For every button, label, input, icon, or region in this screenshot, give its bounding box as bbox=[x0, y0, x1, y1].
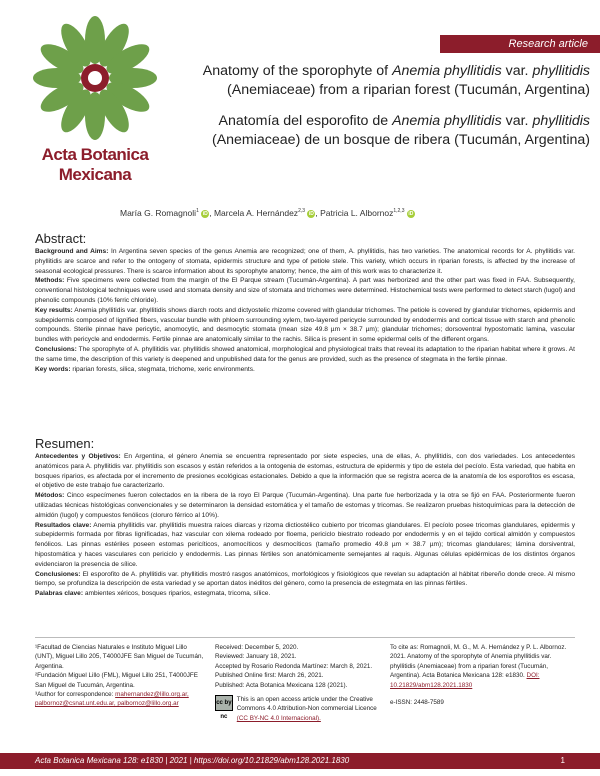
page-number: 1 bbox=[560, 756, 565, 765]
leaf-rosette-icon bbox=[20, 10, 170, 145]
journal-citation: Acta Botanica Mexicana 128: e1830 | 2021 | https://doi.org/10.21829/abm128.2021.1830 bbox=[35, 756, 350, 765]
logo-line2: Mexicana bbox=[58, 165, 132, 184]
titles-block bbox=[150, 62, 590, 150]
author-2: Marcela A. Hernández bbox=[213, 208, 299, 218]
journal-logo bbox=[20, 10, 170, 185]
footer-separator bbox=[35, 637, 575, 638]
authors: María G. Romagnoli$^1$ iD , Marcela A. Hernández$^{2,3}$ iD , Patricia L. Albornoz$^{1,2,3}$ iD bbox=[120, 208, 414, 218]
citation: To cite as: Romagnoli, M. G., M. A. Hernández y P. L. Albornoz. 2021. Anatomy of the sporophyte of Anemia phyllitidis var. phyllitidis (Anemiaceae) from a riparian forest (Tucumán, Argentina). Acta Botanica Mexicana 128: e1830. DOI: 10.21829/abm128.2021.1830 e-ISSN: 2448-7589 bbox=[390, 644, 567, 707]
doi-link[interactable]: DOI: 10.21829/abm128.2021.1830 bbox=[390, 672, 540, 689]
abstract-heading: Abstract: bbox=[35, 231, 87, 246]
title-spanish: Anatomía del esporofito de Anemia phyllitidis var. phyllitidis (Anemiaceae) de un bosque de ribera (Tucumán, Argentina) bbox=[211, 113, 590, 148]
resumen-heading: Resumen: bbox=[35, 436, 95, 451]
orcid-icon[interactable]: iD bbox=[408, 210, 414, 217]
affiliations: ¹Facultad de Ciencias Naturales e Instituto Miguel Lillo (UNT), Miguel Lillo 205, T4000JFE San Miguel de Tucumán, Argentina. ²Fundación Miguel Lillo (FML), Miguel Lillo 251, T4000JFE San Miguel de Tucumán, Argentina. ³Author for correspondence: mahernandez@lillo.org.ar, palbornoz@csnat.unt.edu.ar, palbornoz@lillo.org.ar bbox=[35, 644, 204, 708]
author-1: María G. Romagnoli bbox=[120, 208, 197, 218]
bottom-bar bbox=[0, 753, 600, 769]
author-3: Patricia L. Albornoz bbox=[320, 208, 394, 218]
abstract-body: Background and Aims: In Argentina seven species of the genus Anemia are recognized; one of them, A. phyllitidis, has two varieties. The anatomical records for A. phyllitidis var. phyllitidis are scarce and refer to the ontogeny of stomata, epidermis structure and type of petiole stele. This variety, which occurs in riparian forests, is affected by the increase of seasonal ecological pressures. There is scarce information about its sporophyte anatomy; hence, the aim of this work was to characterize it. Methods: Five specimens were collected from the margin of the El Parque stream (Tucumán-Argentina). A part was herborized and the other part was fixed in FAA. Subsequently, conventional histological techniques were used and stomata density and size of stomata and trichomes were determined. Histochemical tests were performed to detect starch (lugol) and phenolic compounds (10% ferric chloride). Key results: Anemia phyllitidis var. phyllitidis shows diarch roots and dictyostelic rhizome covered with glandular trichomes. The petiole is covered by glandular trichomes, epidermis and subepidermis composed of lignified fibers, vascular bundle with phloem surrounding xylem, two-layered pericycle surrounded by endodermis and cortical tissue with starch and phenolic compounds. Sterile pinnae have pericytic, anomocytic, and desmocytic stomata (mean size 49.8 µm × 38.7 µm); glandular trichomes; dorsoventral hypostomatic lamina, vascular bundles with pericycle and endodermis. Fertile pinnae are anatomically similar to the rachis. Silica is present in some epidermal cells of the different organs. Conclusions: The sporophyte of A. phyllitidis var. phyllitidis showed anatomical, morphological and physiological traits that reveal its adaptation to the riparian habitat where it grows. At the same time, the description of this variety is deepened and unpublished data for the genus are provided, such as the presence of stegmata in the fertile pinnae. Key words: riparian forests, silica, stegmata, trichome, xeric environments. bbox=[35, 248, 575, 373]
orcid-icon[interactable]: iD bbox=[202, 210, 208, 217]
logo-line1: Acta Botanica bbox=[41, 145, 149, 164]
section-label: Research article bbox=[440, 35, 600, 53]
orcid-icon[interactable]: iD bbox=[308, 210, 314, 217]
email-links[interactable]: mahernandez@lillo.org.ar, palbornoz@csnat.unt.edu.ar, palbornoz@lillo.org.ar bbox=[35, 691, 189, 708]
resumen-body: Antecedentes y Objetivos: En Argentina, el género Anemia se encuentra representado por siete especies, una de ellas, A. phyllitidis, con dos variedades. Los antecedentes anatómicos para A. phyllitidis var. phyllitidis son escasos y están referidos a la ontogenia de estomas, estructura de epidermis y tipo de estela del pecíolo. Esta variedad, que habita en bosques riparios, es afectada por el incremento de presiones ecológicas estacionales. Debido a que la información que se registra acerca de la anatomía de los esporofitos es escasa, el objetivo de este trabajo fue caracterizarlo. Métodos: Cinco especímenes fueron colectados en la ribera de la royo El Parque (Tucumán-Argentina). Una parte fue herborizada y la otra se fijó en FAA. Posteriormente fueron utilizadas técnicas histológicas convencionales y se determinaron la densidad estomática y el tamaño de estomas y tricomas. Se realizaron pruebas histoquímicas para la detección de almidón (lugol) y compuestos fenólicos (cloruro férrico al 10%). Resultados clave: Anemia phyllitidis var. phyllitidis muestra raíces diarcas y rizoma dictiostélico cubierto por tricomas glandulares. El pecíolo posee tricomas glandulares, epidermis y subepidermis formada por fibras lignificadas, haz vascular con xilema rodeado por floema, periciclo biestrato rodeado por endodermis y en el tejido cortical almidón y compuestos fenólicos. Las pinnas estériles poseen estomas pericíticos, anomocíticos y desmocíticos (tamaño promedio 49.8 µm × 38.7 µm); tricomas glandulares; lámina dorsiventral, hipostomática y haces vasculares con periciclo y endodermis. Las pinnas fértiles son anatómicamente semejantes al raquis. Algunas células epidérmicas de los distintos órganos evidenciaron la presencia de sílice. Conclusiones: El esporofito de A. phyllitidis var. phyllitidis mostró rasgos anatómicos, morfológicos y fisiológicos que revelan su adaptación al hábitat ribereño donde crece. Al mismo tiempo, se profundiza la descripción de esta variedad y se aportan datos inéditos del género, como la presencia de estegmata en las pinnas fértiles. Palabras clave: ambientes xéricos, bosques riparios, estegmata, tricoma, sílice. bbox=[35, 453, 575, 598]
license-link[interactable]: (CC BY-NC 4.0 Internacional). bbox=[236, 714, 321, 722]
title-english: Anatomy of the sporophyte of Anemia phyllitidis var. phyllitidis (Anemiaceae) from a riparian forest (Tucumán, Argentina) bbox=[202, 63, 590, 98]
cc-license-icon[interactable]: cc by nc bbox=[215, 695, 233, 711]
dates: Received: December 5, 2020. Reviewed: January 18, 2021. Accepted by Rosario Redonda Martínez: March 8, 2021. Published Online first: March 26, 2021. Published: Acta Botanica Mexicana 128 (2021). cc by nc This is an open access article under the Creative Commons 4.0 Attribution-Non commercial Licence (CC BY-NC 4.0 Internacional). bbox=[215, 644, 377, 722]
